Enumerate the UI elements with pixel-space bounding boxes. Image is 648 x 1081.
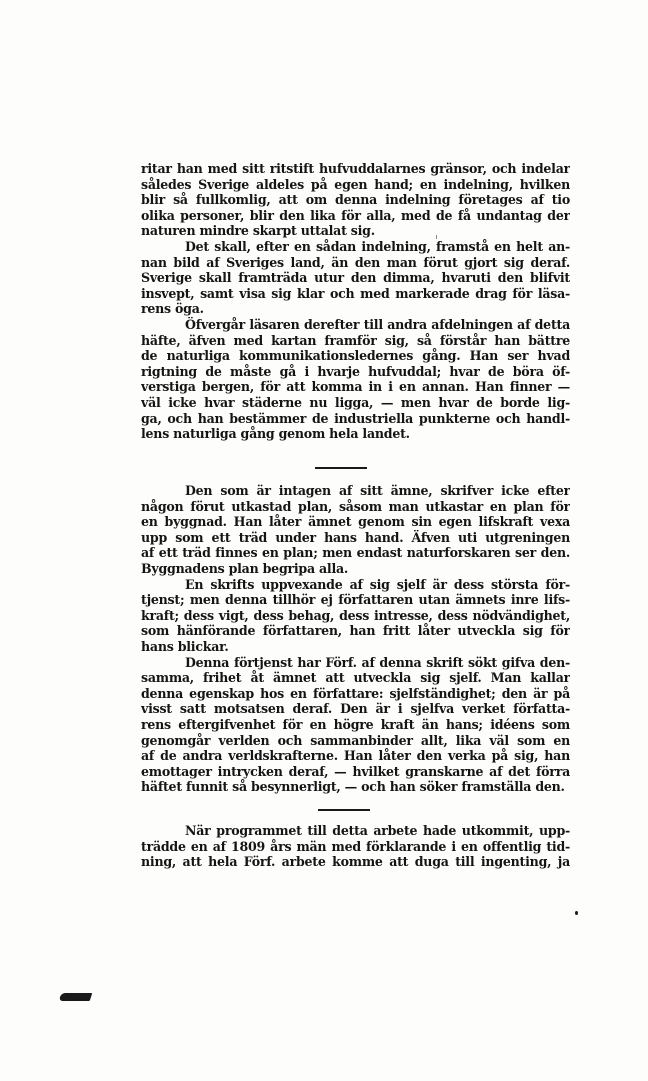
text-line: trädde en af 1809 års män med förklarande i en offentlig tid- <box>141 838 570 854</box>
text-line: af de andra verldskrafterne. Han låter den verka på sig, han <box>141 748 570 764</box>
margin-tick-mark <box>436 235 437 239</box>
text-line: emottager intrycken deraf, — hvilket granskarne af det förra <box>141 763 570 779</box>
margin-dash-mark <box>59 993 93 1001</box>
text-line: de naturliga kommunikationsledernes gång. Han ser hvad <box>141 348 570 364</box>
section-divider <box>315 467 367 469</box>
text-line: När programmet till detta arbete hade utkommit, upp- <box>185 823 570 838</box>
text-line: denna egenskap hos en författare: sjelfständighet; den är på <box>141 685 570 701</box>
text-line: rigtning de måste gå i hvarje hufvuddal; hvar de böra öf- <box>141 363 570 379</box>
text-line: verstiga bergen, för att komma in i en annan. Han finner — <box>141 379 570 395</box>
margin-dot-mark <box>575 911 578 915</box>
text-line: insvept, samt visa sig klar och med markerade drag för läsa- <box>141 285 570 301</box>
text-line: ritar han med sitt ritstift hufvuddalarnes gränsor, och indelar <box>141 161 570 176</box>
text-line: Denna förtjenst har Förf. af denna skrift sökt gifva den- <box>185 654 570 670</box>
text-line: Det skall, efter en sådan indelning, framstå en helt an- <box>185 238 570 254</box>
text-line: rens eftergifvenhet för en högre kraft än hans; idéens som <box>141 716 570 732</box>
text-line: ning, att hela Förf. arbete komme att duga till ingenting, ja <box>141 854 570 870</box>
text-line: nan bild af Sveriges land, än den man förut gjort sig deraf. <box>141 254 570 270</box>
text-line: lens naturliga gång genom hela landet. <box>141 426 410 442</box>
text-line: Byggnadens plan begripa alla. <box>141 560 349 576</box>
text-line: som hänförande författaren, han fritt låter utveckla sig för <box>141 623 570 639</box>
text-line: tjenst; men denna tillhör ej författaren utan ämnets inre lifs- <box>141 592 570 608</box>
text-line: en byggnad. Han låter ämnet genom sin egen lifskraft vexa <box>141 514 570 530</box>
text-line: af ett träd finnes en plan; men endast naturforskaren ser den. <box>141 545 570 561</box>
paragraph-group-2 <box>141 483 570 795</box>
text-line: ga, och han bestämmer de industriella punkterne och handl- <box>141 410 570 426</box>
text-line: någon förut utkastad plan, såsom man utkastar en plan för <box>141 498 570 514</box>
text-line: således Sverige aldeles på egen hand; en indelning, hvilken <box>141 176 570 192</box>
text-line: Den som är intagen af sitt ämne, skrifver icke efter <box>185 483 570 498</box>
text-line: samma, frihet åt ämnet att utveckla sig sjelf. Man kallar <box>141 670 570 686</box>
text-line: blir så fullkomlig, att om denna indelning företages af tio <box>141 192 570 208</box>
text-line: väl icke hvar städerne nu ligga, — men hvar de borde lig- <box>141 394 570 410</box>
text-line: olika personer, blir den lika för alla, med de få undantag der <box>141 207 570 223</box>
text-line: häfte, äfven med kartan framför sig, så förstår han bättre <box>141 332 570 348</box>
text-line: visst satt motsatsen deraf. Den är i sjelfva verket författa- <box>141 701 570 717</box>
text-line: genomgår verlden och sammanbinder allt, lika väl som en <box>141 732 570 748</box>
text-line: häftet funnit så besynnerligt, — och han söker framställa den. <box>141 779 565 795</box>
text-line: En skrifts uppvexande af sig sjelf är dess största för- <box>185 576 570 592</box>
text-line: naturen mindre skarpt uttalat sig. <box>141 223 375 239</box>
text-line: hans blickar. <box>141 638 229 654</box>
text-line: upp som ett träd under hans hand. Äfven uti utgreningen <box>141 529 570 545</box>
paragraph-group-3 <box>141 823 570 870</box>
paragraph-group-1 <box>141 161 570 442</box>
text-line: rens öga. <box>141 301 204 317</box>
text-line: kraft; dess vigt, dess behag, dess intresse, dess nödvändighet, <box>141 607 570 623</box>
text-line: Sverige skall framträda utur den dimma, hvaruti den blifvit <box>141 270 570 286</box>
section-divider <box>318 809 370 811</box>
text-line: Öfvergår läsaren derefter till andra afdelningen af detta <box>185 316 570 332</box>
